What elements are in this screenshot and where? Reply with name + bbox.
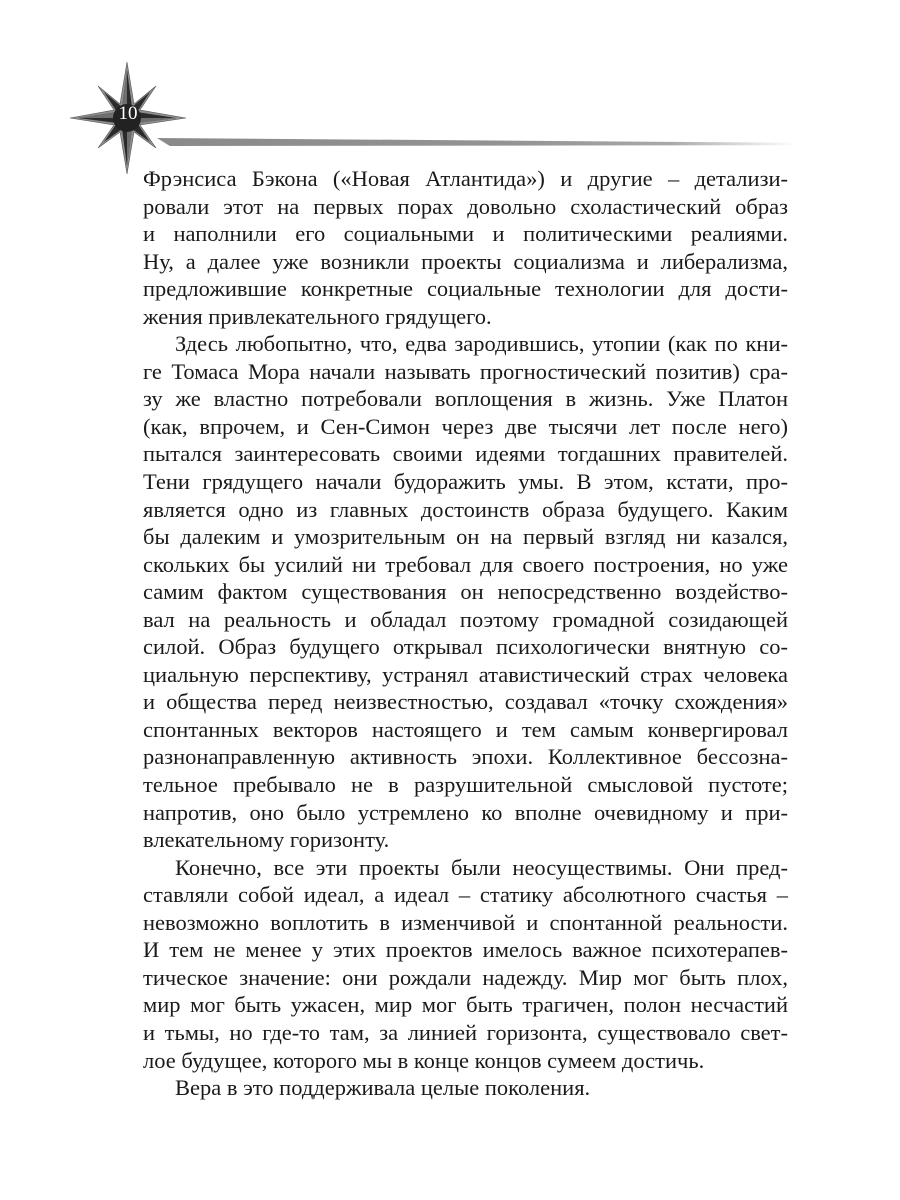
text-line: влекательному горизонту. <box>143 827 390 853</box>
text-line: силой. Образ будущего открывал психологически внятную со- <box>143 634 788 660</box>
paragraph <box>143 330 788 853</box>
text-line: Конечно, все эти проекты были неосуществимы. Они пред- <box>175 854 788 880</box>
text-line: и общества перед неизвестностью, создавал «точку схождения» <box>143 689 788 715</box>
text-line: пытался заинтересовать своими идеями тогдашних правителей. <box>143 441 788 467</box>
body-text <box>143 165 788 1102</box>
header-rule <box>157 138 797 146</box>
text-line: Вера в это поддерживала целые поколения. <box>175 1075 591 1101</box>
text-line: зу же властно потребовали воплощения в жизнь. Уже Платон <box>143 386 788 412</box>
paragraph <box>143 165 788 330</box>
paragraph <box>143 854 788 1074</box>
text-line: циальную перспективу, устранял атавистический страх человека <box>143 661 788 687</box>
text-line: скольких бы усилий ни требовал для своего построения, но уже <box>143 551 788 577</box>
text-line: тельное пребывало не в разрушительной смысловой пустоте; <box>143 772 788 798</box>
text-line: мир мог быть ужасен, мир мог быть трагичен, полон несчастий <box>143 992 788 1018</box>
text-line: бы далеким и умозрительным он на первый взгляд ни казался, <box>143 524 788 550</box>
text-line: Ну, а далее уже возникли проекты социализма и либерализма, <box>143 248 788 274</box>
text-line: предложившие конкретные социальные технологии для дости- <box>143 276 788 302</box>
text-line: самим фактом существования он непосредственно воздейство- <box>143 579 788 605</box>
paragraph <box>143 1074 788 1102</box>
text-line: является одно из главных достоинств образа будущего. Каким <box>143 496 788 522</box>
text-line: тическое значение: они рождали надежду. Мир мог быть плох, <box>143 964 788 990</box>
text-line: напротив, оно было устремлено ко вполне очевидному и при- <box>143 799 788 825</box>
text-line: ровали этот на первых порах довольно схоластический образ <box>143 193 788 219</box>
text-line: и наполнили его социальными и политическими реалиями. <box>143 221 788 247</box>
text-line: (как, впрочем, и Сен-Симон через две тысячи лет после него) <box>143 413 788 439</box>
text-line: невозможно воплотить в изменчивой и спонтанной реальности. <box>143 909 788 935</box>
text-line: Фрэнсиса Бэкона («Новая Атлантида») и другие – детализи- <box>143 166 788 191</box>
text-line: вал на реальность и обладал поэтому громадной созидающей <box>143 606 788 632</box>
text-line: И тем не менее у этих проектов имелось важное психотерапев- <box>143 937 788 963</box>
text-line: и тьмы, но где-то там, за линией горизонта, существовало свет- <box>143 1019 788 1045</box>
text-line: ставляли собой идеал, а идеал – статику абсолютного счастья – <box>143 882 788 908</box>
text-line: спонтанных векторов настоящего и тем самым конвергировал <box>143 716 788 742</box>
text-line: лое будущее, которого мы в конце концов сумеем достичь. <box>143 1047 705 1073</box>
text-line: Тени грядущего начали будоражить умы. В этом, кстати, про- <box>143 469 788 495</box>
text-line: разнонаправленную активность эпохи. Коллективное бессозна- <box>143 744 788 770</box>
page-number: 10 <box>118 103 138 124</box>
text-line: ге Томаса Мора начали называть прогностический позитив) сра- <box>143 358 788 384</box>
text-line: Здесь любопытно, что, едва зародившись, утопии (как по кни- <box>175 331 788 357</box>
text-line: жения привлекательного грядущего. <box>143 303 492 329</box>
